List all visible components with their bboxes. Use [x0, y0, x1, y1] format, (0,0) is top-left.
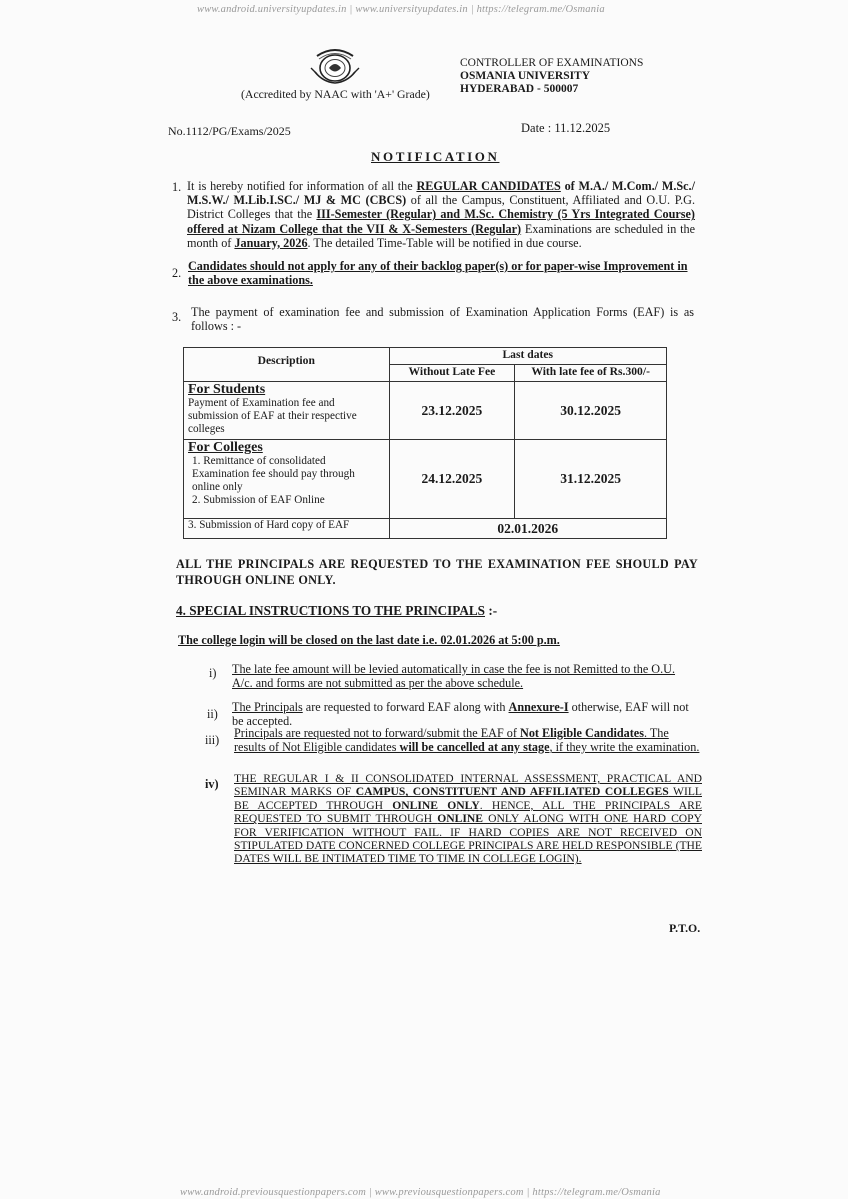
col-description: Description [184, 348, 390, 382]
university-logo [309, 42, 361, 86]
reference-number: No.1112/PG/Exams/2025 [168, 124, 291, 138]
table-row [184, 440, 667, 519]
exam-month: January, 2026 [234, 235, 308, 250]
pto-marker: P.T.O. [669, 921, 701, 935]
para1-number: 1. [172, 180, 182, 194]
col-last-dates: Last dates [389, 348, 667, 365]
students-without-fee-date: 23.12.2025 [389, 382, 515, 440]
instruction-ii-text: The Principals are requested to forward EAF along with Annexure-I otherwise, EAF will not be accepted. [232, 700, 689, 729]
colleges-with-fee-date: 31.12.2025 [515, 440, 667, 519]
office-line-3: HYDERABAD - 500007 [460, 83, 579, 95]
colleges-title: For Colleges [188, 440, 263, 455]
instruction-iii-text: Principals are requested not to forward/submit the EAF of Not Eligible Candidates. The results of Not Eligible candidates will be cancelled at any stage, if they write the examination. [234, 726, 700, 755]
students-title: For Students [188, 382, 266, 397]
fee-schedule-table [183, 347, 667, 539]
regular-candidates: REGULAR CANDIDATES [416, 179, 561, 193]
section4-heading: 4. SPECIAL INSTRUCTIONS TO THE PRINCIPALS :- [176, 603, 498, 618]
hardcopy-description: 3. Submission of Hard copy of EAF [184, 519, 390, 539]
colleges-without-fee-date: 24.12.2025 [389, 440, 515, 519]
watermark-bottom: www.android.previousquestionpapers.com | www.previousquestionpapers.com | https://telegram.me/Osmania [180, 1187, 661, 1198]
para2-number: 2. [172, 266, 182, 280]
col-without-late-fee: Without Late Fee [389, 365, 515, 382]
instruction-i-number: i) [209, 666, 217, 680]
students-description: Payment of Examination fee and submission of EAF at their respective colleges [188, 397, 357, 435]
instruction-i-text: The late fee amount will be levied automatically in case the fee is not Remitted to the O.U. A/c. and forms are not submitted as per the above schedule. [232, 662, 676, 691]
watermark-top: www.android.universityupdates.in | www.universityupdates.in | https://telegram.me/Osmania [197, 4, 605, 15]
office-line-1: CONTROLLER OF EXAMINATIONS [460, 57, 644, 69]
instruction-iv-number: iv) [205, 777, 219, 791]
notification-date: Date : 11.12.2025 [521, 121, 611, 135]
office-address [460, 57, 643, 96]
instruction-iii-number: iii) [205, 733, 220, 747]
para3-text: The payment of examination fee and submission of Examination Application Forms (EAF) is as follows : - [191, 305, 694, 334]
para2-text: Candidates should not apply for any of their backlog paper(s) or for paper-wise Improvement in the above examinations. [188, 259, 688, 288]
para3-number: 3. [172, 310, 182, 324]
colleges-item-1: 1. Remittance of consolidated Examination fee should pay through online only [192, 455, 355, 493]
colleges-item-2: 2. Submission of EAF Online [192, 494, 325, 506]
login-close-note: The college login will be closed on the last date i.e. 02.01.2026 at 5:00 p.m. [178, 633, 560, 647]
instruction-iv-text: THE REGULAR I & II CONSOLIDATED INTERNAL ASSESSMENT, PRACTICAL AND SEMINAR MARKS OF CAMPUS, CONSTITUENT AND AFFILIATED COLLEGES WILL BE ACCEPTED THROUGH ONLINE ONLY. HENCE, ALL THE PRINCIPALS ARE REQUESTED TO SUBMIT THROUGH ONLINE ONLY ALONG WITH ONE HARD COPY FOR VERIFICATION WITHOUT FAIL. IF HARD COPIES ARE NOT RECEIVED ON STIPULATED DATE CONCERNED COLLEGE PRINCIPALS ARE HELD RESPONSIBLE (THE DATES WILL BE INTIMATED TIME TO TIME IN COLLEGE LOGIN). [234, 772, 702, 866]
semester-highlight: III-Semester (Regular) and M.Sc. Chemistry (5 Yrs Integrated Course) offered at Nizam College that the VII & X-Semesters (Regular) [187, 207, 695, 236]
col-with-late-fee: With late fee of Rs.300/- [515, 365, 667, 382]
table-row [184, 519, 667, 539]
para1-text: It is hereby notified for information of all the REGULAR CANDIDATES of M.A./ M.Com./ M.Sc./ M.S.W./ M.Lib.I.SC./ MJ & MC (CBCS) of all the Campus, Constituent, Affiliated and O.U. P.G. District Colleges that the III-Semester (Regular) and M.Sc. Chemistry (5 Yrs Integrated Course) offered at Nizam College that the VII & X-Semesters (Regular) Examinations are scheduled in the month of January, 2026. The detailed Time-Table will be notified in due course. [187, 179, 696, 250]
instruction-ii-number: ii) [207, 707, 218, 721]
students-with-fee-date: 30.12.2025 [515, 382, 667, 440]
office-line-2: OSMANIA UNIVERSITY [460, 70, 591, 82]
table-row [184, 382, 667, 440]
accreditation-text: (Accredited by NAAC with 'A+' Grade) [241, 87, 430, 101]
page-title: NOTIFICATION [371, 149, 500, 164]
principals-notice: ALL THE PRINCIPALS ARE REQUESTED TO THE EXAMINATION FEE SHOULD PAY THROUGH ONLINE ONLY. [176, 557, 698, 587]
hardcopy-date: 02.01.2026 [389, 519, 667, 539]
